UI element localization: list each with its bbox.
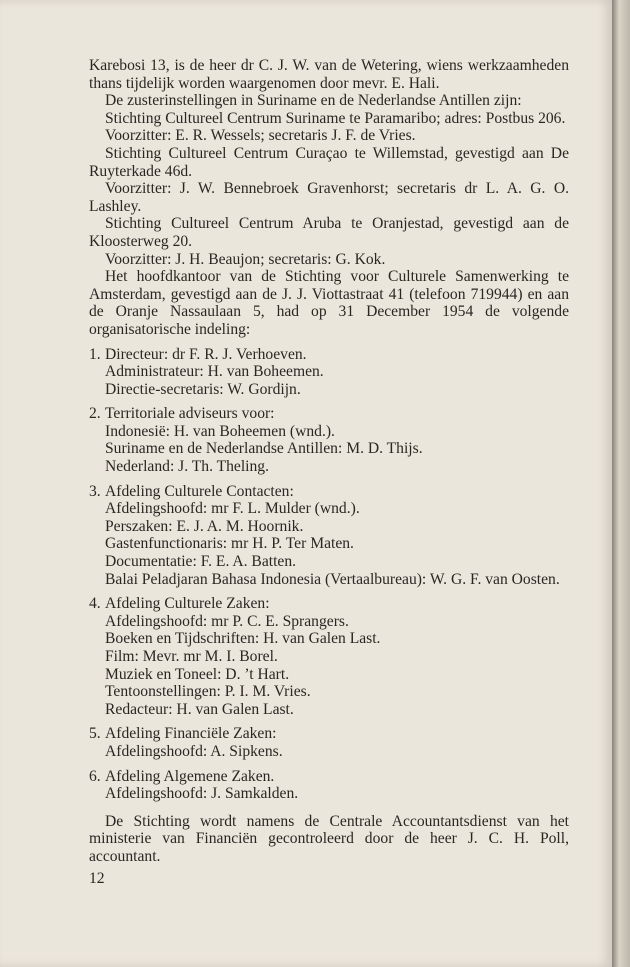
section-line: Indonesië: H. van Boheemen (wnd.). [105,422,335,440]
section-line: Gastenfunctionaris: mr H. P. Ter Maten. [105,535,354,553]
paragraph-curacao-centre: Stichting Cultureel Centrum Curaçao te Willemstad, gevestigd aan De Ruyterkade 46d. [89,144,569,180]
paragraph-continuation: Karebosi 13, is de heer dr C. J. W. van de Wetering, wiens werkzaamheden thans tijdelijk worden waargenomen door mevr. E. Hali. [89,57,569,92]
paragraph-aruba-board: Voorzitter: J. H. Beaujon; secretaris: G. Kok. [105,250,386,268]
paragraph-suriname-centre: Stichting Cultureel Centrum Suriname te Paramaribo; adres: Postbus 206. [105,109,566,127]
page-edge [612,0,630,967]
section-line: Documentatie: F. E. A. Batten. [105,553,297,571]
section-line: Perszaken: E. J. A. M. Hoornik. [105,517,304,535]
section-line: Tentoonstellingen: P. I. M. Vries. [105,683,311,701]
section-line: Film: Mevr. mr M. I. Borel. [105,648,278,665]
section-line: Boeken en Tijdschriften: H. van Galen Last. [105,630,381,648]
section-heading: Afdeling Financiële Zaken: [105,725,277,743]
section-5 [89,725,569,760]
section-line: Afdelingshoofd: mr F. L. Mulder (wnd.). [105,500,360,518]
section-line: Directie-secretaris: W. Gordijn. [105,380,301,398]
section-6 [89,768,569,803]
paragraph-suriname-board: Voorzitter: E. R. Wessels; secretaris J. F. de Vries. [105,127,416,145]
section-1 [89,346,569,399]
section-line: Afdelingshoofd: A. Sipkens. [105,742,283,760]
section-line: Afdelingshoofd: J. Samkalden. [105,785,299,803]
section-number: 5. [89,725,101,743]
paragraph-aruba-centre: Stichting Cultureel Centrum Aruba te Oranjestad, gevestigd aan de Kloosterweg 20. [89,215,569,250]
page-body [89,57,569,866]
section-heading: Afdeling Culturele Contacten: [105,482,294,500]
section-line: Afdelingshoofd: mr P. C. E. Sprangers. [105,612,349,630]
section-line: Muziek en Toneel: D. ’t Hart. [105,665,290,683]
page-number: 12 [89,870,105,887]
section-line: Balai Peladjaran Bahasa Indonesia (Vertaalbureau): W. G. F. van Oosten. [105,570,560,588]
closing-paragraph: De Stichting wordt namens de Centrale Accountantsdienst van het ministerie van Financiën gecontroleerd door de heer J. C. H. Poll, accountant. [89,812,569,865]
section-number: 1. [89,345,101,363]
section-heading: Directeur: dr F. R. J. Verhoeven. [105,345,307,363]
section-number: 2. [89,405,101,423]
section-2 [89,405,569,475]
paragraph-head-office: Het hoofdkantoor van de Stichting voor Culturele Samenwerking te Amsterdam, gevestigd aan de J. J. Viottastraat 41 (telefoon 719944) en aan de Oranje Nassaulaan 5, had op 31 December 1954 de volgende organisatorische indeling: [89,268,569,338]
section-line: Redacteur: H. van Galen Last. [105,700,294,718]
paragraph-curacao-board: Voorzitter: J. W. Bennebroek Gravenhorst; secretaris dr L. A. G. O. Lashley. [89,180,569,215]
section-number: 3. [89,482,101,500]
paragraph-sister-institutions: De zusterinstellingen in Suriname en de Nederlandse Antillen zijn: [105,92,522,110]
section-heading: Afdeling Culturele Zaken: [105,595,270,613]
section-line: Administrateur: H. van Boheemen. [105,363,324,381]
section-4 [89,595,569,718]
section-number: 4. [89,595,101,613]
section-line: Nederland: J. Th. Theling. [105,458,269,476]
section-3 [89,483,569,589]
section-heading: Territoriale adviseurs voor: [105,405,275,423]
section-heading: Afdeling Algemene Zaken. [105,767,275,785]
section-number: 6. [89,767,101,785]
section-line: Suriname en de Nederlandse Antillen: M. D. Thijs. [105,440,423,458]
